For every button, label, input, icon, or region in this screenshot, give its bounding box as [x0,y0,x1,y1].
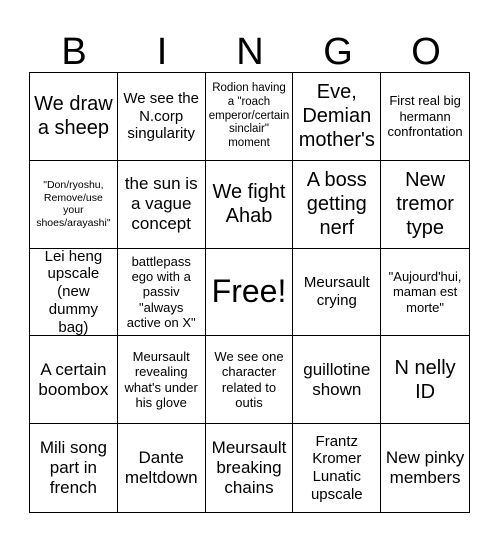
bingo-cell[interactable] [30,424,118,512]
cell-text: We see the N.corp singularity [123,89,199,143]
cell-text: Meursault revealing what's under his glove [124,349,198,411]
header-letter-n: N [236,31,264,73]
cell-text: New tremor type [396,169,454,240]
cell-text: Lei heng upscale (new dummy bag) [44,248,103,336]
header-letter-o: O [411,31,441,73]
bingo-cell[interactable] [118,73,206,161]
bingo-cell[interactable] [118,249,206,337]
bingo-cell[interactable] [206,424,294,512]
bingo-cell[interactable] [381,336,469,424]
bingo-cell[interactable] [118,336,206,424]
cell-text: A certain boombox [38,359,109,399]
bingo-cell[interactable] [118,424,206,512]
bingo-board [29,72,470,513]
bingo-cell[interactable] [30,73,118,161]
cell-text: N nelly ID [394,356,456,403]
header-letter-b: B [61,31,87,73]
cell-text: Frantz Kromer Lunatic upscale [310,432,363,503]
bingo-cell[interactable] [30,161,118,249]
cell-text: the sun is a vague concept [124,174,198,234]
cell-text: Eve, Demian mother's [298,81,375,152]
cell-text: Free! [211,273,287,310]
cell-text: Rodion having a "roach emperor/certain sinclair" moment [208,82,290,149]
bingo-cell[interactable] [206,336,294,424]
cell-text: New pinky members [385,448,465,488]
bingo-cell[interactable] [381,73,469,161]
cell-text: Meursault crying [303,274,370,309]
cell-text: Meursault breaking chains [211,438,287,498]
bingo-cell[interactable] [30,336,118,424]
cell-text: Dante meltdown [124,448,198,488]
cell-text: We fight Ahab [212,181,286,228]
cell-text: guillotine shown [303,359,371,399]
cell-text: We see one character related to outis [214,349,284,411]
bingo-cell[interactable] [381,161,469,249]
bingo-cell-free[interactable] [206,249,294,337]
bingo-cell[interactable] [381,424,469,512]
bingo-cell[interactable] [293,161,381,249]
cell-text: First real big hermann confrontation [387,93,463,140]
cell-text: "Aujourd'hui, maman est morte" [388,269,462,315]
bingo-cell[interactable] [206,73,294,161]
bingo-header [30,30,470,72]
bingo-cell[interactable] [381,249,469,337]
bingo-cell[interactable] [293,73,381,161]
cell-text: "Don/ryoshu, Remove/use your shoes/arayashi" [36,179,111,229]
cell-text: battlepass ego with a passiv "always active on X" [126,253,196,330]
bingo-cell[interactable] [293,249,381,337]
bingo-cell[interactable] [30,249,118,337]
header-letter-i: I [156,31,168,73]
cell-text: We draw a sheep [34,93,113,140]
bingo-cell[interactable] [206,161,294,249]
bingo-cell[interactable] [118,161,206,249]
cell-text: Mili song part in french [39,438,107,498]
cell-text: A boss getting nerf [306,169,367,240]
header-letter-g: G [323,31,353,73]
bingo-cell[interactable] [293,424,381,512]
bingo-cell[interactable] [293,336,381,424]
